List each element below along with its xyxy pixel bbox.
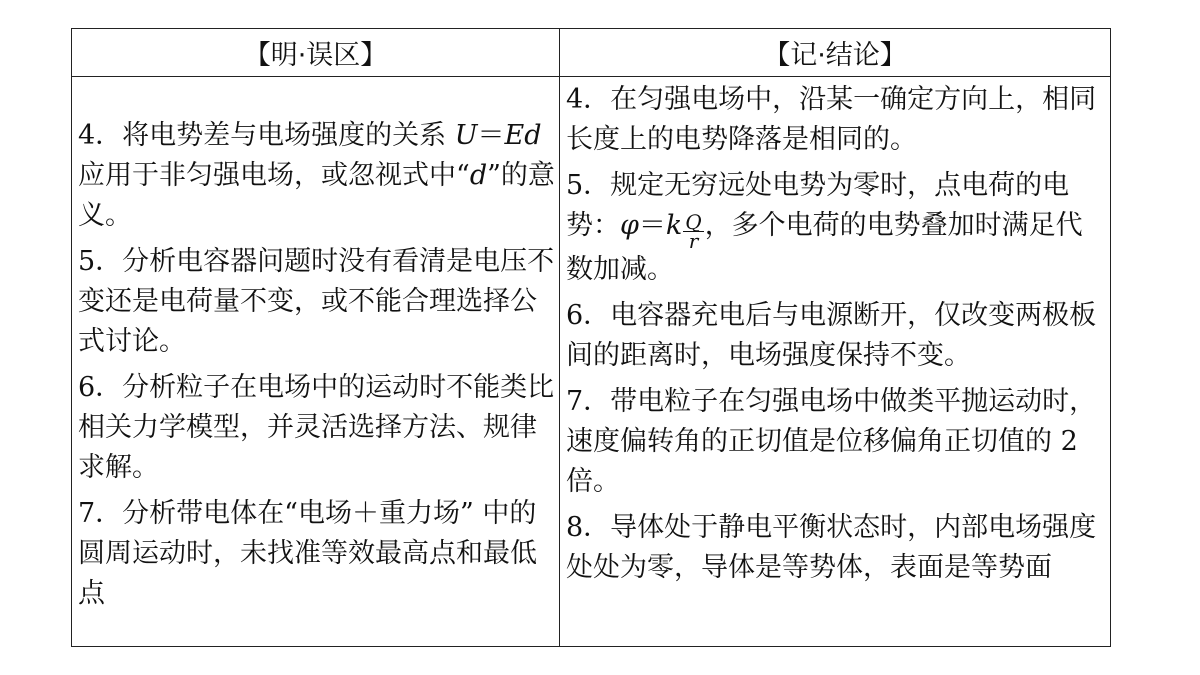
left-item-5: 5．分析电容器问题时没有看清是电压不变还是电荷量不变，或不能合理选择公式讨论。 [78,246,555,357]
left-item-7: 7．分析带电体在“电场＋重力场” 中的圆周运动时，未找准等效最高点和最低点 [78,498,537,609]
right-column [566,78,1104,646]
comparison-table [71,28,1111,647]
column-divider [559,29,560,646]
header-divider [72,76,1110,77]
left-item-6: 6．分析粒子在电场中的运动时不能类比相关力学模型，并灵活选择方法、规律求解。 [78,372,555,483]
right-item-7: 7．带电粒子在匀强电场中做类平抛运动时，速度偏转角的正切值是位移偏角正切值的 2 倍。 [566,386,1097,497]
right-item-4: 4．在匀强电场中，沿某一确定方向上，相同长度上的电势降落是相同的。 [566,84,1097,155]
header-right: 【记·结论】 [763,40,907,71]
left-item-4: 4．将电势差与电场强度的关系 U＝Ed 应用于非匀强电场，或忽视式中“d”的意义。 [78,120,555,231]
right-item-8: 8．导体处于静电平衡状态时，内部电场强度处处为零，导体是等势体，表面是等势面 [566,512,1097,583]
right-item-6: 6．电容器充电后与电源断开，仅改变两极板间的距离时，电场强度保持不变。 [566,300,1097,371]
potential-fraction: $\frac{Q}{r}$ [685,210,702,253]
right-item-5: 5．规定无穷远处电势为零时，点电荷的电势：φ＝k $\frac{Q}{r}$ ，多个电荷的电势叠加时满足代数加减。 [566,170,1083,285]
header-left: 【明·误区】 [243,40,388,71]
left-column [78,78,556,646]
